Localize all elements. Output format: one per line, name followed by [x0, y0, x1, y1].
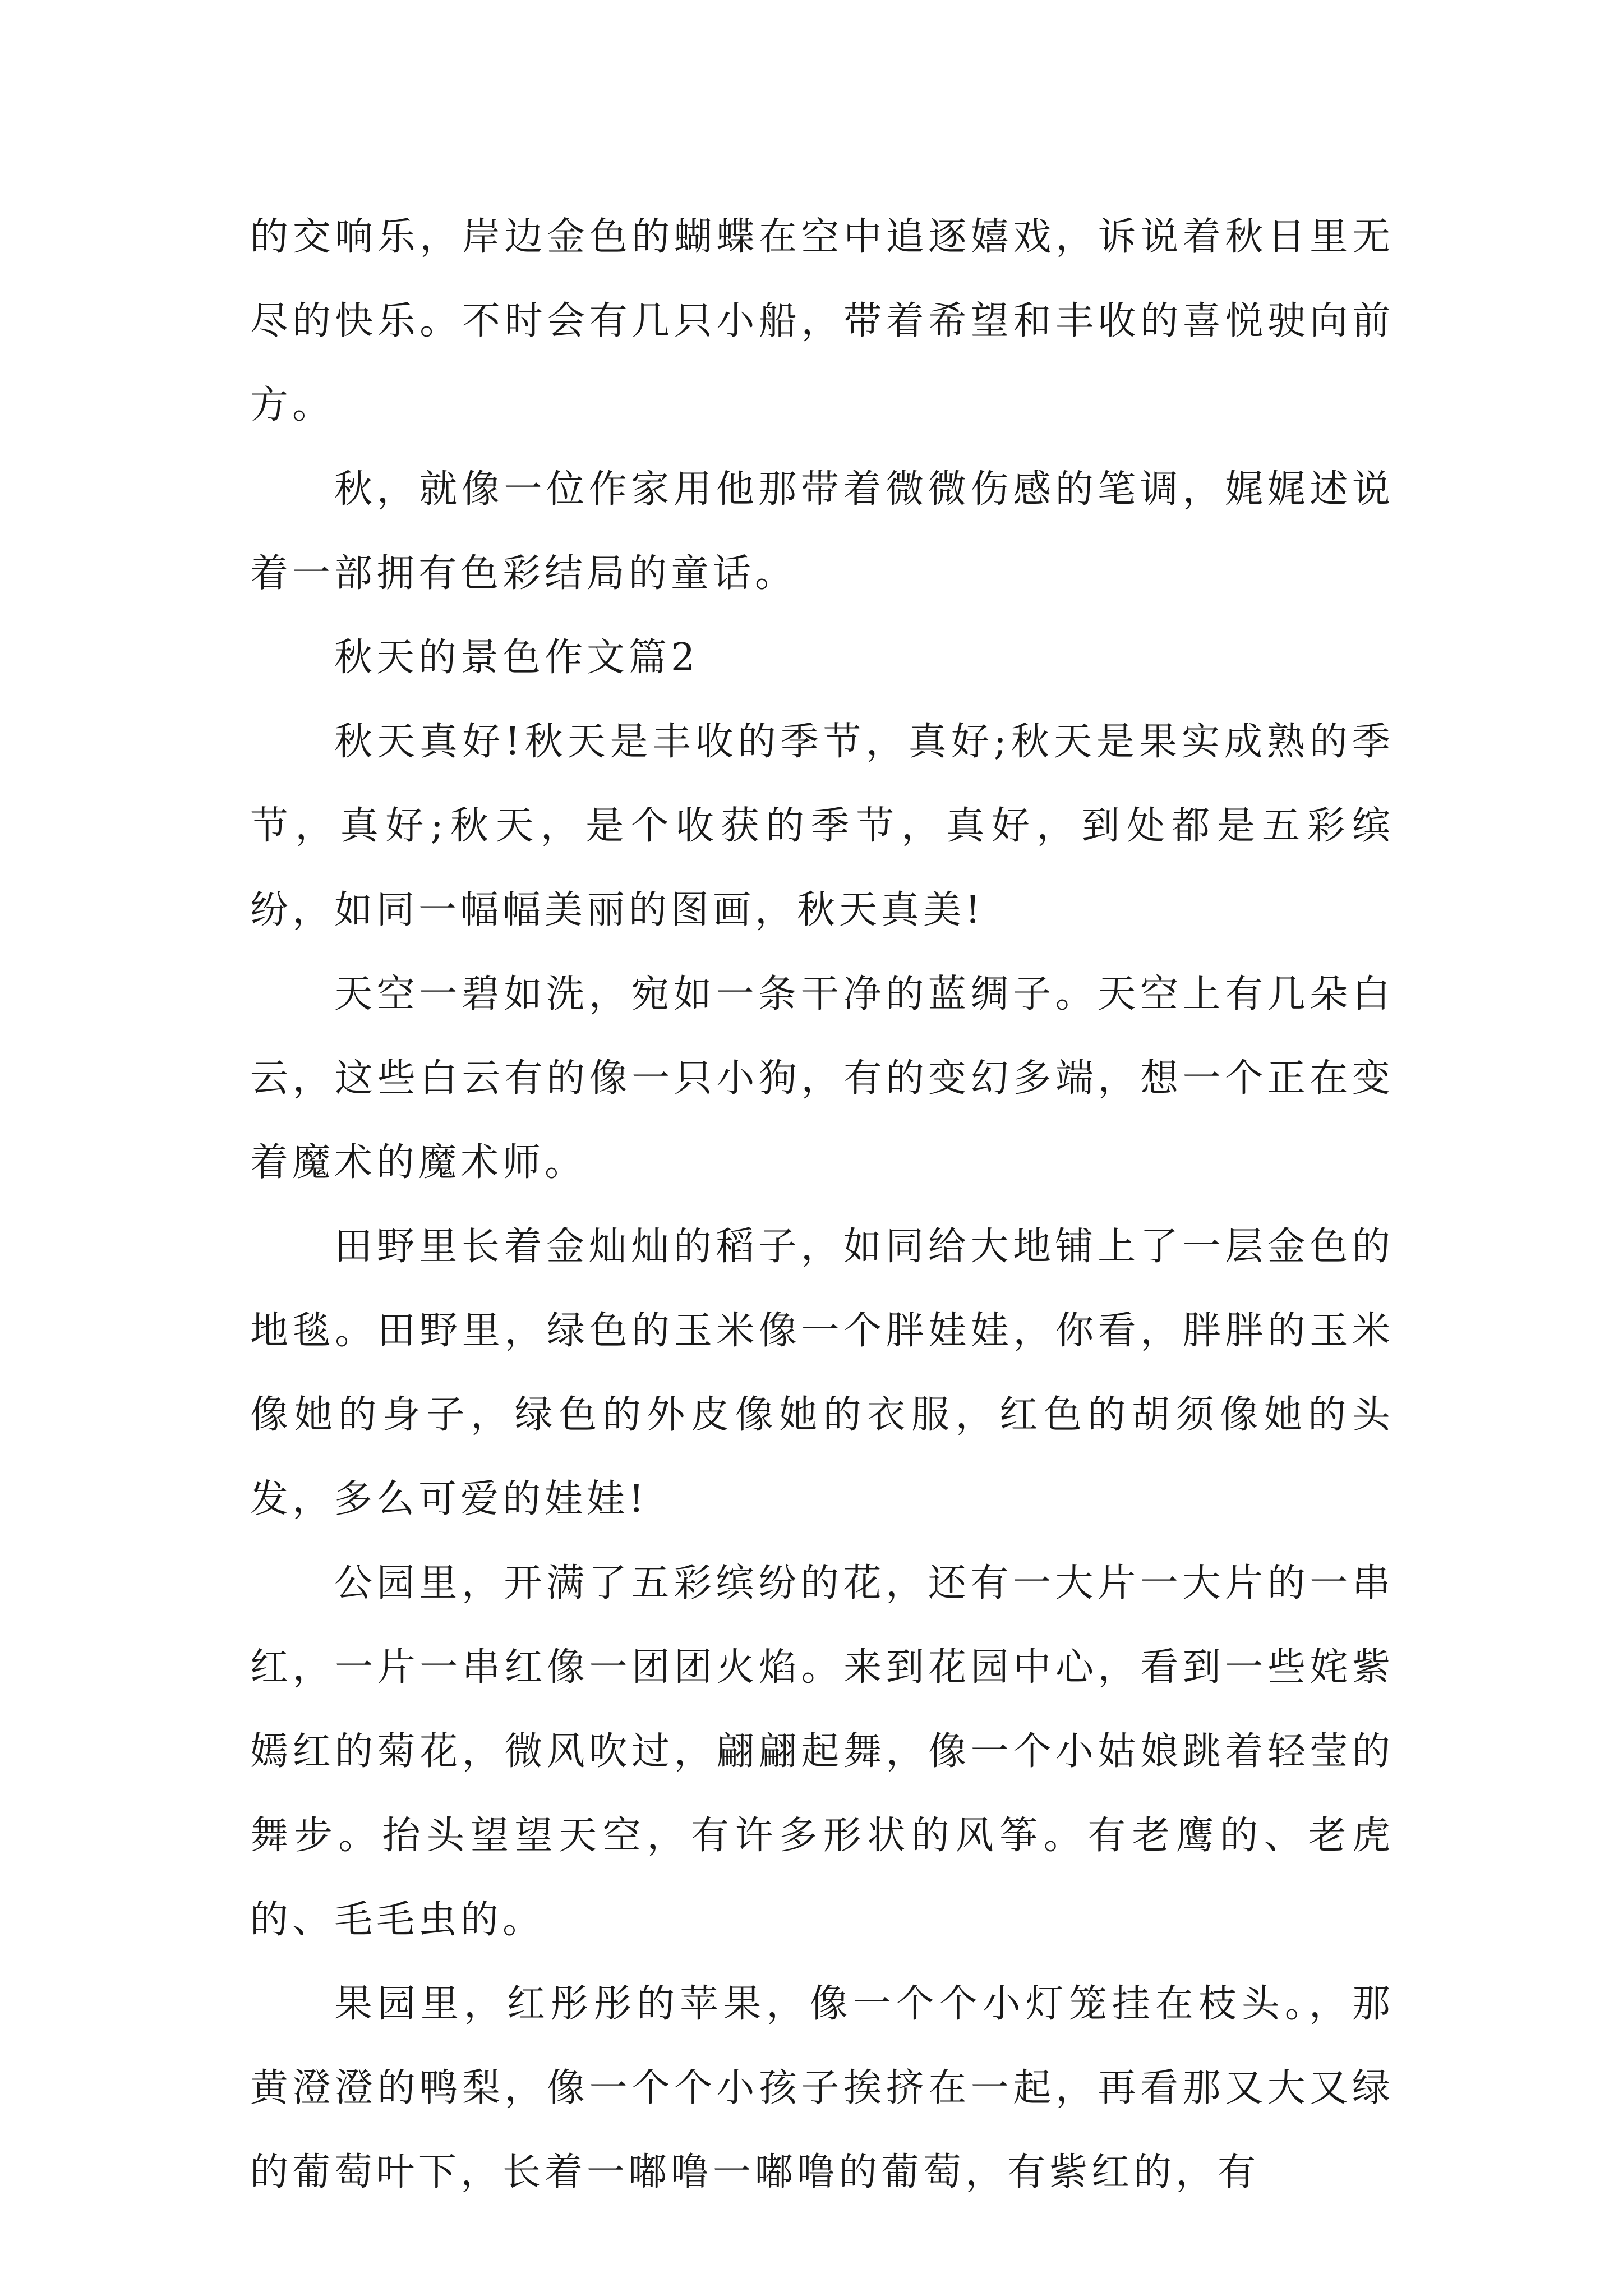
paragraph-orchard: 果园里，红彤彤的苹果，像一个个小灯笼挂在枝头。，那黄澄澄的鸭梨，像一个个小孩子挨挤在一起，再看那又大又绿的葡萄叶下，长着一嘟噜一嘟噜的葡萄，有紫红的，有	[250, 1982, 1394, 2194]
document-body	[250, 195, 1394, 2215]
paragraph-park: 公园里，开满了五彩缤纷的花，还有一大片一大片的一串红，一片一串红像一团团火焰。来到花园中心，看到一些姹紫嫣红的菊花，微风吹过，翩翩起舞，像一个小姑娘跳着轻莹的舞步。抬头望望天空，有许多形状的风筝。有老鹰的、老虎的、毛毛虫的。	[250, 1561, 1394, 1942]
paragraph-autumn-good: 秋天真好!秋天是丰收的季节，真好;秋天是果实成熟的季节，真好;秋天，是个收获的季节，真好，到处都是五彩缤纷，如同一幅幅美丽的图画，秋天真美!	[250, 720, 1394, 932]
paragraph-continuation: 的交响乐，岸边金色的蝴蝶在空中追逐嬉戏，诉说着秋日里无尽的快乐。不时会有几只小船，带着希望和丰收的喜悦驶向前方。	[250, 215, 1394, 427]
paragraph-sky: 天空一碧如洗，宛如一条干净的蓝绸子。天空上有几朵白云，这些白云有的像一只小狗，有的变幻多端，想一个正在变着魔术的魔术师。	[250, 972, 1394, 1185]
paragraph-autumn-writer: 秋，就像一位作家用他那带着微微伤感的笔调，娓娓述说着一部拥有色彩结局的童话。	[250, 467, 1394, 596]
section-heading: 秋天的景色作文篇2	[334, 636, 699, 680]
paragraph-fields: 田野里长着金灿灿的稻子，如同给大地铺上了一层金色的地毯。田野里，绿色的玉米像一个胖娃娃，你看，胖胖的玉米像她的身子，绿色的外皮像她的衣服，红色的胡须像她的头发，多么可爱的娃娃!	[250, 1225, 1394, 1521]
